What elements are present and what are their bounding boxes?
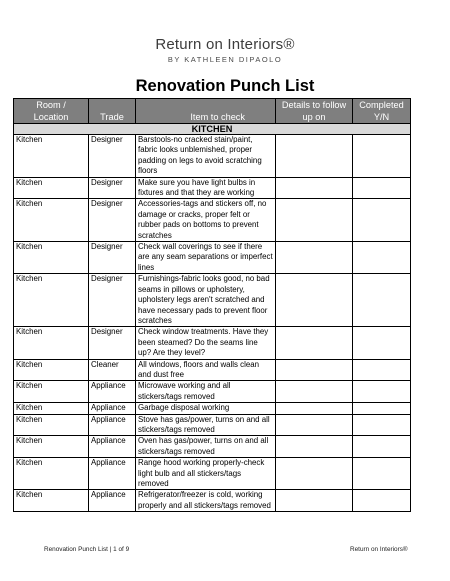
item-cell: Check window treatments. Have they been steamed? Do the seams line up? Are they level?: [136, 327, 276, 359]
document-title: Renovation Punch List: [135, 77, 315, 95]
trade-cell: Designer: [89, 199, 136, 242]
location-cell: Kitchen: [14, 274, 89, 327]
logo-subtitle: BY KATHLEEN DIPAOLO: [167, 55, 283, 64]
header-location: [14, 99, 89, 124]
location-cell: Kitchen: [14, 414, 89, 436]
item-cell: Garbage disposal working: [136, 403, 276, 414]
completed-cell[interactable]: [353, 242, 411, 274]
details-cell[interactable]: [276, 403, 353, 414]
section-row-kitchen: [14, 124, 411, 135]
header-details: [276, 99, 353, 124]
trade-cell: Designer: [89, 327, 136, 359]
brand-logo: [0, 37, 450, 65]
trade-cell: Designer: [89, 135, 136, 178]
footer-brand: Return on Interiors®: [350, 546, 408, 553]
completed-cell[interactable]: [353, 327, 411, 359]
trade-cell: Appliance: [89, 490, 136, 512]
trade-cell: Appliance: [89, 403, 136, 414]
details-cell[interactable]: [276, 359, 353, 381]
item-cell: Refrigerator/freezer is cold, working properly and all stickers/tags removed: [136, 490, 276, 512]
item-cell: Accessories-tags and stickers off, no damage or cracks, proper felt or rubber pads on bottoms to prevent scratches: [136, 199, 276, 242]
location-cell: Kitchen: [14, 327, 89, 359]
completed-cell[interactable]: [353, 135, 411, 178]
table-row: [14, 199, 411, 242]
details-cell[interactable]: [276, 414, 353, 436]
location-cell: Kitchen: [14, 490, 89, 512]
trade-cell: Appliance: [89, 436, 136, 458]
trade-cell: Designer: [89, 274, 136, 327]
completed-cell[interactable]: [353, 403, 411, 414]
trade-cell: Cleaner: [89, 359, 136, 381]
trade-cell: Appliance: [89, 414, 136, 436]
completed-cell[interactable]: [353, 359, 411, 381]
item-cell: Stove has gas/power, turns on and all stickers/tags removed: [136, 414, 276, 436]
location-cell: Kitchen: [14, 177, 89, 199]
completed-cell[interactable]: [353, 436, 411, 458]
completed-cell[interactable]: [353, 381, 411, 403]
location-cell: Kitchen: [14, 458, 89, 490]
header-trade-label: Trade: [100, 112, 124, 122]
details-cell[interactable]: [276, 327, 353, 359]
location-cell: Kitchen: [14, 199, 89, 242]
item-cell: Check wall coverings to see if there are any seam separations or imperfect lines: [136, 242, 276, 274]
location-cell: Kitchen: [14, 242, 89, 274]
header-details-label: Details to follow up on: [281, 100, 347, 122]
completed-cell[interactable]: [353, 458, 411, 490]
completed-cell[interactable]: [353, 274, 411, 327]
table-row: [14, 177, 411, 199]
details-cell[interactable]: [276, 458, 353, 490]
section-label: KITCHEN: [14, 124, 411, 135]
item-cell: Range hood working properly-check light bulb and all stickers/tags removed: [136, 458, 276, 490]
table-row: [14, 436, 411, 458]
table-row: [14, 327, 411, 359]
details-cell[interactable]: [276, 177, 353, 199]
details-cell[interactable]: [276, 135, 353, 178]
location-cell: Kitchen: [14, 436, 89, 458]
location-cell: Kitchen: [14, 135, 89, 178]
header-item-label: Item to check: [190, 112, 245, 122]
trade-cell: Designer: [89, 242, 136, 274]
location-cell: Kitchen: [14, 359, 89, 381]
table-header-row: [14, 99, 411, 124]
item-cell: Make sure you have light bulbs in fixtures and that they are working: [136, 177, 276, 199]
table-row: [14, 381, 411, 403]
item-cell: Microwave working and all stickers/tags removed: [136, 381, 276, 403]
header-completed: [353, 99, 411, 124]
table-row: [14, 403, 411, 414]
logo-title: Return on Interiors®: [155, 36, 295, 53]
trade-cell: Designer: [89, 177, 136, 199]
item-cell: Barstools-no cracked stain/paint, fabric looks unblemished, proper padding on legs to avoid scratching floors: [136, 135, 276, 178]
completed-cell[interactable]: [353, 199, 411, 242]
table-row: [14, 458, 411, 490]
location-cell: Kitchen: [14, 381, 89, 403]
footer-page-info: Renovation Punch List | 1 of 9: [44, 546, 130, 553]
table-row: [14, 490, 411, 512]
details-cell[interactable]: [276, 436, 353, 458]
header-completed-label: Completed Y/N: [359, 100, 404, 122]
details-cell[interactable]: [276, 381, 353, 403]
item-cell: Furnishings-fabric looks good, no bad seams in pillows or upholstery, upholstery legs aren't scratched and have necessary pads to prevent floor scratches: [136, 274, 276, 327]
trade-cell: Appliance: [89, 458, 136, 490]
header-item: [136, 99, 276, 124]
table-row: [14, 242, 411, 274]
table-row: [14, 414, 411, 436]
details-cell[interactable]: [276, 490, 353, 512]
item-cell: All windows, floors and walls clean and dust free: [136, 359, 276, 381]
completed-cell[interactable]: [353, 414, 411, 436]
trade-cell: Appliance: [89, 381, 136, 403]
details-cell[interactable]: [276, 242, 353, 274]
details-cell[interactable]: [276, 199, 353, 242]
table-row: [14, 135, 411, 178]
details-cell[interactable]: [276, 274, 353, 327]
item-cell: Oven has gas/power, turns on and all stickers/tags removed: [136, 436, 276, 458]
table-row: [14, 274, 411, 327]
table-row: [14, 359, 411, 381]
completed-cell[interactable]: [353, 177, 411, 199]
completed-cell[interactable]: [353, 490, 411, 512]
punch-list-table: [13, 98, 411, 512]
header-location-label: Room / Location: [33, 100, 69, 122]
header-trade: [89, 99, 136, 124]
location-cell: Kitchen: [14, 403, 89, 414]
